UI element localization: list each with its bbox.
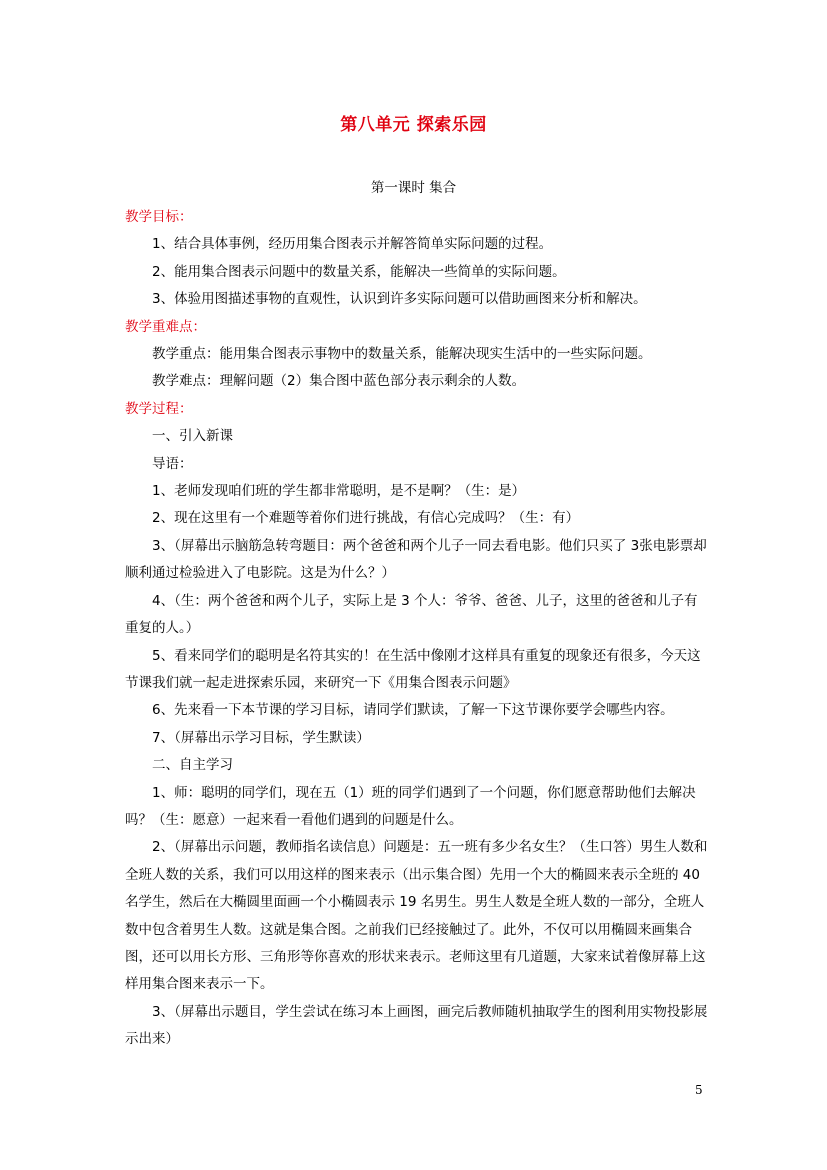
paragraph: 教学难点：理解问题（2）集合图中蓝色部分表示剩余的人数。 xyxy=(152,373,526,390)
paragraph: 6、先来看一下本节课的学习目标，请同学们默读，了解一下这节课你要学会哪些内容。 xyxy=(152,702,674,719)
document-body xyxy=(125,204,710,1054)
unit-title: 第八单元 探索乐园 xyxy=(340,115,487,135)
lesson-subtitle: 第一课时 集合 xyxy=(370,180,457,196)
paragraph: 4、（生：两个爸爸和两个儿子，实际上是 3 个人：爷爷、爸爸、儿子，这里的爸爸和儿子有重复的人。） xyxy=(125,592,698,637)
paragraph: 1、老师发现咱们班的学生都非常聪明，是不是啊？（生：是） xyxy=(152,483,526,500)
section-heading-process: 教学过程： xyxy=(125,400,193,417)
paragraph: 5、看来同学们的聪明是名符其实的！在生活中像刚才这样具有重复的现象还有很多，今天这节课我们就一起走进探索乐园，来研究一下《用集合图表示问题》 xyxy=(125,647,701,691)
paragraph: 2、能用集合图表示问题中的数量关系，能解决一些简单的实际问题。 xyxy=(152,263,566,280)
paragraph: 二、自主学习 xyxy=(152,757,233,774)
page-number: 5 xyxy=(695,1083,703,1097)
paragraph: 3、（屏幕出示脑筋急转弯题目：两个爸爸和两个儿子一同去看电影。他们只买了 3张电影票却顺利通过检验进入了电影院。这是为什么？） xyxy=(125,537,707,582)
paragraph: 2、现在这里有一个难题等着你们进行挑战，有信心完成吗？（生：有） xyxy=(152,510,580,527)
paragraph: 教学重点：能用集合图表示事物中的数量关系，能解决现实生活中的一些实际问题。 xyxy=(152,346,652,363)
paragraph: 2、（屏幕出示问题，教师指名读信息）问题是：五一班有多少名女生？（生口答）男生人数和全班人数的关系，我们可以用这样的图来表示（出示集合图）先用一个大的椭圆来表示全班的 40 名学生，然后在大椭圆里面画一个小椭圆表示 19 名男生。男生人数是全班人数的一部分，全班人数中包含着男生人数。这就是集合图。之前我们已经接触过了。此外，不仅可以用椭圆来画集合图，还可以用长方形、三角形等你喜欢的形状来表示。老师这里有几道题，大家来试着像屏幕上这样用集合图来表示一下。 xyxy=(125,839,708,993)
paragraph: 1、师：聪明的同学们，现在五（1）班的同学们遇到了一个问题，你们愿意帮助他们去解决吗？（生：愿意）一起来看一看他们遇到的问题是什么。 xyxy=(125,784,696,828)
section-heading-key-points: 教学重难点： xyxy=(125,318,206,335)
paragraph: 3、体验用图描述事物的直观性，认识到许多实际问题可以借助画图来分析和解决。 xyxy=(152,291,647,308)
paragraph: 3、（屏幕出示题目，学生尝试在练习本上画图，画完后教师随机抽取学生的图利用实物投影展示出来） xyxy=(125,1003,708,1048)
section-heading-objectives: 教学目标： xyxy=(125,209,193,225)
paragraph: 7、（屏幕出示学习目标，学生默读） xyxy=(152,729,370,746)
paragraph: 1、结合具体事例，经历用集合图表示并解答简单实际问题的过程。 xyxy=(152,236,553,253)
paragraph: 导语： xyxy=(152,455,193,472)
paragraph: 一、引入新课 xyxy=(152,428,233,445)
